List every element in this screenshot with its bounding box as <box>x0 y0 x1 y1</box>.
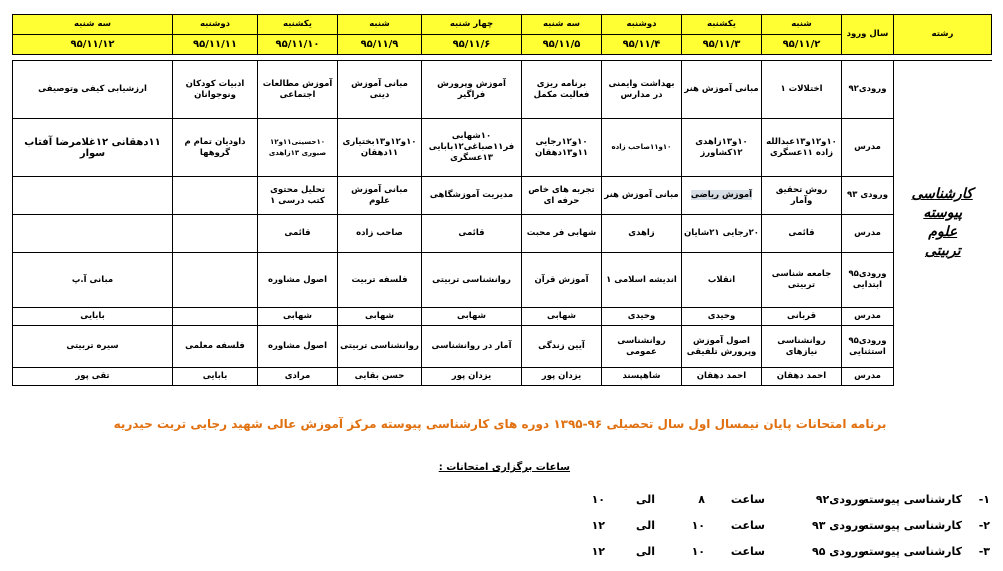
date-header: ۹۵/۱۱/۴ <box>602 35 682 55</box>
course-cell: مبانی آموزش دینی <box>338 61 422 119</box>
hours-entry: ورودی۹۲ <box>815 493 865 506</box>
hours-line <box>560 545 990 559</box>
header-days-row <box>13 15 992 35</box>
teacher-label: مدرس <box>842 368 894 386</box>
course-cell <box>682 177 762 215</box>
course-cell <box>13 177 173 215</box>
teacher-row-95-ebtedaei <box>13 308 992 326</box>
hours-from: ۱۰ <box>691 519 705 532</box>
course-cell: ارزشیابی کیفی وتوصیفی <box>13 61 173 119</box>
course-row-92 <box>13 61 992 119</box>
entry-cell: ورودی۹۵ ابتدایی <box>842 253 894 308</box>
date-header: ۹۵/۱۱/۹ <box>338 35 422 55</box>
hours-num: ۲- <box>978 519 990 532</box>
day-header: شنبه <box>338 15 422 35</box>
teacher-cell: شهابی <box>258 308 338 326</box>
day-header: دوشنبه <box>602 15 682 35</box>
exam-schedule-table <box>12 14 992 386</box>
course-cell: روش تحقیق وآمار <box>762 177 842 215</box>
entry-header: سال ورود <box>842 15 894 55</box>
course-cell: اختلالات ۱ <box>762 61 842 119</box>
course-cell: برنامه ریزی فعالیت مکمل <box>522 61 602 119</box>
teacher-row-93 <box>13 215 992 253</box>
course-cell: ادبیات کودکان ونوجوانان <box>173 61 258 119</box>
date-header: ۹۵/۱۱/۱۱ <box>173 35 258 55</box>
teacher-label: مدرس <box>842 119 894 177</box>
teacher-cell: احمد دهقان <box>682 368 762 386</box>
teacher-cell: ۱۰و۱۳زاهدی ۱۲کشاورز <box>682 119 762 177</box>
course-row-95-estesnaei <box>13 326 992 368</box>
date-header: ۹۵/۱۱/۱۲ <box>13 35 173 55</box>
course-cell: اصول مشاوره <box>258 326 338 368</box>
course-cell: انقلاب <box>682 253 762 308</box>
hours-program: کارشناسی پیوسته <box>862 545 962 558</box>
course-cell: تحلیل محتوی کتب درسی ۱ <box>258 177 338 215</box>
course-cell: آموزش قرآن <box>522 253 602 308</box>
teacher-cell: داودیان تمام م گروهها <box>173 119 258 177</box>
day-header: چهار شنبه <box>422 15 522 35</box>
teacher-label: مدرس <box>842 215 894 253</box>
hours-line <box>560 493 990 507</box>
entry-cell: ورودی ۹۳ <box>842 177 894 215</box>
course-cell: فلسفه معلمی <box>173 326 258 368</box>
course-cell: مبانی آموزش علوم <box>338 177 422 215</box>
teacher-cell: تقی پور <box>13 368 173 386</box>
hours-to-word: الی <box>635 545 655 558</box>
teacher-cell: یزدان پور <box>522 368 602 386</box>
highlighted-course: آموزش ریاضی <box>690 190 753 200</box>
teacher-cell: ۱۰شهابی فر۱۱صباغی۱۲بابایی ۱۳عسگری <box>422 119 522 177</box>
teacher-row-95-estesnaei <box>13 368 992 386</box>
teacher-cell: زاهدی <box>602 215 682 253</box>
course-cell: مبانی آموزش هنر <box>602 177 682 215</box>
hours-to: ۱۲ <box>591 545 605 558</box>
course-cell: مبانی آ.پ <box>13 253 173 308</box>
hours-from: ۱۰ <box>691 545 705 558</box>
entry-cell: ورودی۹۲ <box>842 61 894 119</box>
course-cell: سیره تربیتی <box>13 326 173 368</box>
teacher-cell: وحیدی <box>682 308 762 326</box>
date-header: ۹۵/۱۱/۱۰ <box>258 35 338 55</box>
course-cell: مدیریت آموزشگاهی <box>422 177 522 215</box>
hours-program: کارشناسی پیوسته <box>862 493 962 506</box>
day-header: یکشنبه <box>258 15 338 35</box>
course-cell: اصول آموزش وپرورش تلفیقی <box>682 326 762 368</box>
hours-num: ۳- <box>978 545 990 558</box>
date-header: ۹۵/۱۱/۳ <box>682 35 762 55</box>
course-cell: روانشناسی تربیتی <box>338 326 422 368</box>
teacher-cell: احمد دهقان <box>762 368 842 386</box>
field-name: کارشناسی پیوسته علوم تربیتی <box>911 186 973 260</box>
teacher-cell: شهابی <box>338 308 422 326</box>
hours-line <box>560 519 990 533</box>
hours-to-word: الی <box>635 519 655 532</box>
hours-from: ۸ <box>698 493 705 506</box>
teacher-cell: ۱۰و۱۲و۱۳بختیاری ۱۱دهقان <box>338 119 422 177</box>
course-cell: تجربه های خاص حرفه ای <box>522 177 602 215</box>
teacher-cell: ۱۰و۱۱صاحب زاده <box>602 119 682 177</box>
field-header: رشته <box>894 15 992 55</box>
date-header: ۹۵/۱۱/۶ <box>422 35 522 55</box>
course-cell: آمار در روانشناسی <box>422 326 522 368</box>
teacher-cell: قائمی <box>422 215 522 253</box>
teacher-cell: یزدان پور <box>422 368 522 386</box>
course-cell: آموزش وپرورش فراگیر <box>422 61 522 119</box>
course-cell <box>173 253 258 308</box>
day-header: دوشنبه <box>173 15 258 35</box>
teacher-cell: ۱۰و۱۲رجایی ۱۱و۱۳دهقان <box>522 119 602 177</box>
teacher-cell: شهابی <box>422 308 522 326</box>
exam-hours-heading: ساعات برگزاری امتحانات : <box>438 462 570 473</box>
teacher-cell: شاهپسند <box>602 368 682 386</box>
teacher-cell: قائمی <box>762 215 842 253</box>
course-row-93 <box>13 177 992 215</box>
teacher-cell: مرادی <box>258 368 338 386</box>
teacher-cell: بابایی <box>13 308 173 326</box>
day-header: شنبه <box>762 15 842 35</box>
document-title: برنامه امتحانات پایان نیمسال اول سال تحصیلی ۹۶-۱۳۹۵ دوره های کارشناسی پیوسته مرکز آموزش عالی شهید رجایی تربت حیدریه <box>113 417 887 431</box>
course-cell: آیین زندگی <box>522 326 602 368</box>
teacher-cell: شهابی <box>522 308 602 326</box>
date-header: ۹۵/۱۱/۲ <box>762 35 842 55</box>
hours-word: ساعت <box>730 493 765 506</box>
teacher-cell: ۱۱دهقانی ۱۲غلامرضا آفتاب سوار <box>13 119 173 177</box>
day-header: سه شنبه <box>522 15 602 35</box>
course-cell: روانشناسی نیازهای <box>762 326 842 368</box>
course-cell: روانشناسی عمومی <box>602 326 682 368</box>
course-cell: جامعه شناسی تربیتی <box>762 253 842 308</box>
hours-program: کارشناسی پیوسته <box>862 519 962 532</box>
course-cell: اصول مشاوره <box>258 253 338 308</box>
teacher-label: مدرس <box>842 308 894 326</box>
teacher-cell: ۲۰رجایی ۲۱شایان <box>682 215 762 253</box>
hours-to: ۱۰ <box>591 493 605 506</box>
teacher-cell: ۱۰و۱۲و۱۳عبدالله زاده ۱۱عسگری <box>762 119 842 177</box>
teacher-cell: ۱۰حسینی۱۱و۱۲ صبوری ۱۳زاهدی <box>258 119 338 177</box>
day-header: یکشنبه <box>682 15 762 35</box>
teacher-cell: وحیدی <box>602 308 682 326</box>
hours-num: ۱- <box>978 493 990 506</box>
teacher-cell <box>13 215 173 253</box>
teacher-cell: قربانی <box>762 308 842 326</box>
hours-entry: ورودی ۹۵ <box>811 545 865 558</box>
hours-entry: ورودی ۹۳ <box>811 519 865 532</box>
course-cell: اندیشه اسلامی ۱ <box>602 253 682 308</box>
hours-word: ساعت <box>730 519 765 532</box>
date-header: ۹۵/۱۱/۵ <box>522 35 602 55</box>
hours-to-word: الی <box>635 493 655 506</box>
teacher-row-92 <box>13 119 992 177</box>
hours-to: ۱۲ <box>591 519 605 532</box>
teacher-cell: صاحب زاده <box>338 215 422 253</box>
course-row-95-ebtedaei <box>13 253 992 308</box>
entry-cell: ورودی۹۵ استثنایی <box>842 326 894 368</box>
teacher-cell: قائمی <box>258 215 338 253</box>
teacher-cell: بابایی <box>173 368 258 386</box>
course-cell: بهداشت وایمنی در مدارس <box>602 61 682 119</box>
teacher-cell <box>173 215 258 253</box>
course-cell: مبانی آموزش هنر <box>682 61 762 119</box>
teacher-cell <box>173 308 258 326</box>
course-cell: آموزش مطالعات اجتماعی <box>258 61 338 119</box>
course-cell: روانشناسی تربیتی <box>422 253 522 308</box>
course-cell: فلسفه تربیت <box>338 253 422 308</box>
teacher-cell: شهابی فر محبت <box>522 215 602 253</box>
course-cell <box>173 177 258 215</box>
hours-word: ساعت <box>730 545 765 558</box>
day-header: سه شنبه <box>13 15 173 35</box>
teacher-cell: حسن بقایی <box>338 368 422 386</box>
